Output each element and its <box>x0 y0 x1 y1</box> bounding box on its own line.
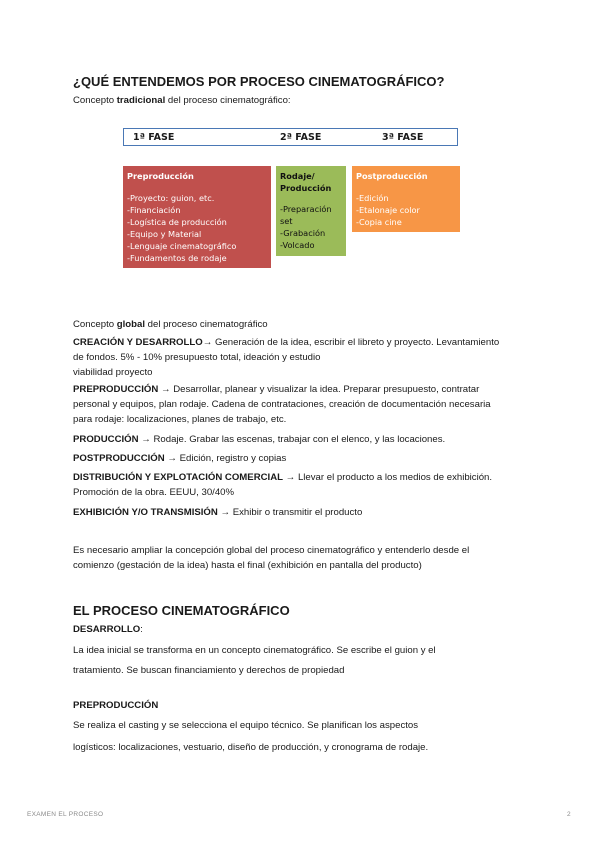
shooting-box: Rodaje/ Producción -Preparación set -Grabación -Volcado <box>276 166 346 256</box>
phase-2-label: 2ª FASE <box>280 132 322 143</box>
desarrollo-title: DESARROLLO: <box>73 624 143 635</box>
preproduccion2-paragraph: Se realiza el casting y se selecciona el equipo técnico. Se planifican los aspectos logísticos: localizaciones, vestuario, diseño de producción, y cronograma de rodaje. <box>73 720 429 753</box>
section-heading: EL PROCESO CINEMATOGRÁFICO <box>73 603 290 618</box>
preproduccion-paragraph: PREPRODUCCIÓN → Desarrollar, planear y visualizar la idea. Preparar presupuesto, contratar personal y equipos, plan rodaje. Cadena de contrataciones, creación de documentación necesaria para rodaje: localizaciones, planes de trabajo, etc. <box>73 384 491 425</box>
box-title: Rodaje/ <box>280 171 315 181</box>
phase-3-label: 3ª FASE <box>382 132 424 143</box>
box-title: Postproducción <box>356 171 428 181</box>
global-concept-line: Concepto global del proceso cinematográfico <box>73 319 268 330</box>
preproduction-box: Preproducción -Proyecto: guion, etc. -Financiación -Logística de producción -Equipo y Material -Lenguaje cinematográfico -Fundamentos de rodaje <box>123 166 271 268</box>
postproduccion-paragraph: POSTPRODUCCIÓN → Edición, registro y copias <box>73 453 287 464</box>
produccion-paragraph: PRODUCCIÓN → Rodaje. Grabar las escenas, trabajar con el elenco, y las locaciones. <box>73 434 446 445</box>
traditional-concept-line: Concepto tradicional del proceso cinematográfico: <box>73 95 291 106</box>
distribucion-paragraph: DISTRIBUCIÓN Y EXPLOTACIÓN COMERCIAL → Llevar el producto a los medios de exhibición. Promoción de la obra. EEUU, 30/40% <box>73 472 493 498</box>
postproduction-box: Postproducción -Edición -Etalonaje color -Copia cine <box>352 166 460 232</box>
footer-title: EXAMEN EL PROCESO <box>27 811 104 818</box>
page-heading: ¿QUÉ ENTENDEMOS POR PROCESO CINEMATOGRÁFICO? <box>73 74 445 89</box>
creacion-paragraph: CREACIÓN Y DESARROLLO→ Generación de la idea, escribir el libreto y proyecto. Levantamiento de fondos. 5% - 10% presupuesto total, ideación y estudio viabilidad proyecto <box>73 337 500 378</box>
page-number: 2 <box>567 811 571 818</box>
necesario-paragraph: Es necesario ampliar la concepción global del proceso cinematográfico y entenderlo desde el comienzo (gestación de la idea) hasta el final (exhibición en pantalla del producto) <box>73 545 470 571</box>
exhibicion-paragraph: EXHIBICIÓN Y/O TRANSMISIÓN → Exhibir o transmitir el producto <box>73 507 363 518</box>
preproduccion-title: PREPRODUCCIÓN <box>73 700 159 711</box>
desarrollo-paragraph: La idea inicial se transforma en un concepto cinematográfico. Se escribe el guion y el tratamiento. Se buscan financiamiento y derechos de propiedad <box>73 645 436 676</box>
phase-1-label: 1ª FASE <box>133 132 175 143</box>
box-title: Preproducción <box>127 171 194 181</box>
phase-bar <box>123 128 458 146</box>
